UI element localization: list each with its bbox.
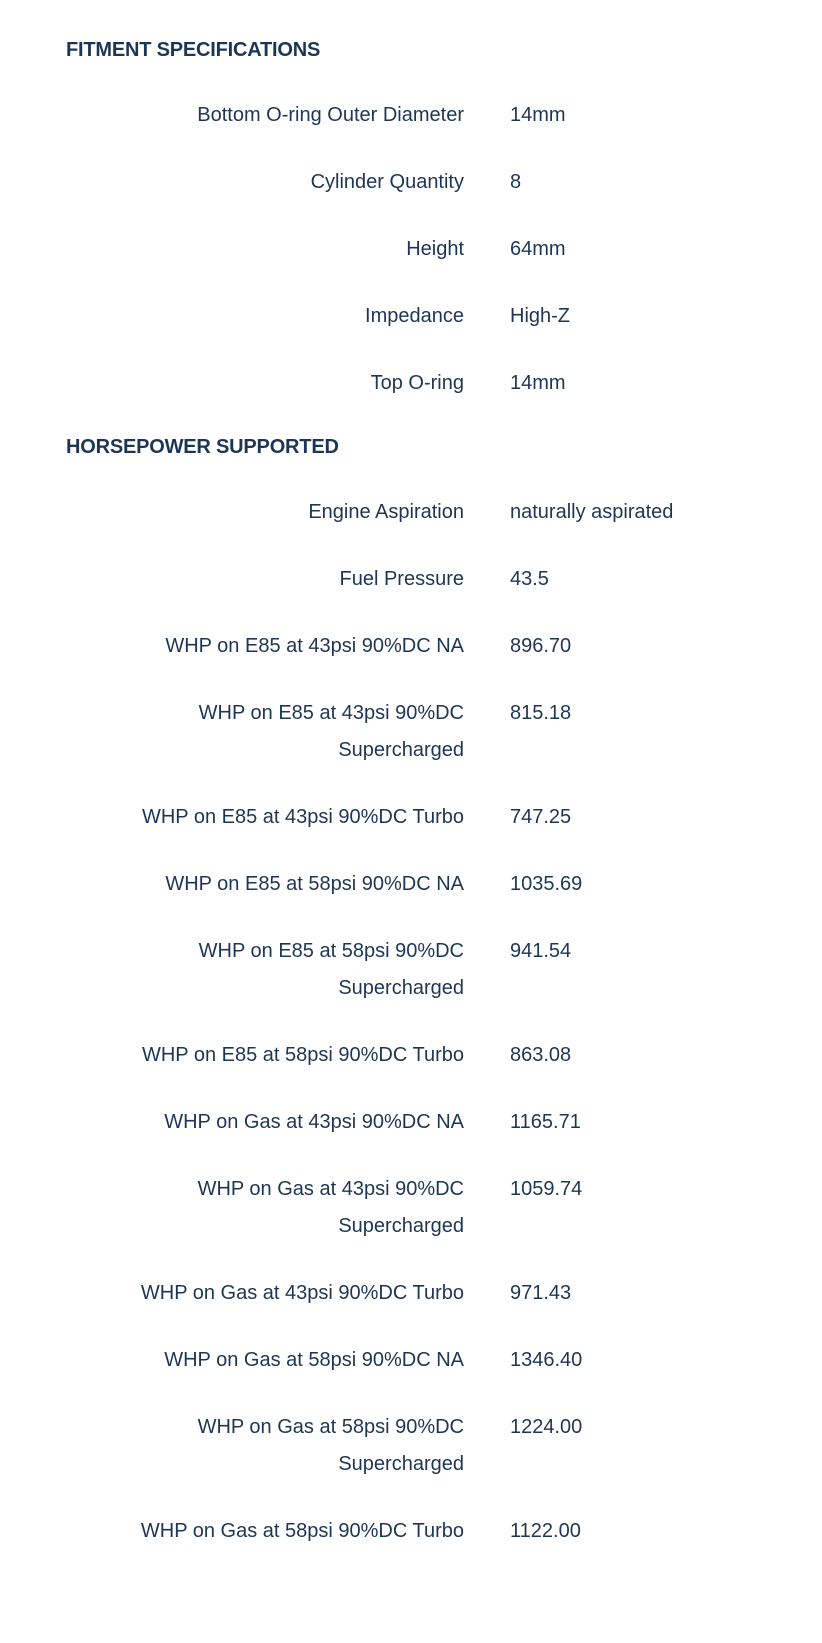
spec-label: WHP on Gas at 58psi 90%DC Turbo: [140, 1520, 464, 1542]
spec-row: [0, 799, 822, 836]
spec-label: Fuel Pressure: [339, 568, 464, 590]
spec-row: [0, 97, 822, 134]
spec-row: [0, 494, 822, 531]
spec-value: 43.5: [510, 568, 549, 590]
spec-row: [0, 1104, 822, 1141]
spec-value: 971.43: [510, 1282, 572, 1304]
spec-value: naturally aspirated: [510, 501, 674, 523]
spec-row: [0, 1342, 822, 1379]
spec-value: 14mm: [510, 372, 566, 394]
spec-value: 1346.40: [510, 1349, 583, 1371]
spec-label: WHP on Gas at 58psi 90%DC NA: [164, 1349, 464, 1371]
spec-value: 747.25: [510, 806, 572, 828]
spec-label: WHP on E85 at 43psi 90%DC Turbo: [141, 806, 464, 828]
section-title: HORSEPOWER SUPPORTED: [66, 436, 339, 458]
spec-value: 1059.74: [510, 1178, 583, 1200]
spec-label: WHP on E85 at 58psi 90%DC Turbo: [141, 1044, 464, 1066]
spec-value: 1165.71: [510, 1111, 581, 1133]
spec-row: [0, 933, 822, 1007]
spec-value: 1224.00: [510, 1416, 583, 1438]
spec-label: WHP on Gas at 58psi 90%DC Supercharged: [197, 1416, 464, 1475]
fitment-specifications-section: [0, 35, 822, 402]
spec-label: Cylinder Quantity: [310, 171, 464, 193]
spec-value: 8: [510, 171, 522, 193]
spec-value: 863.08: [510, 1044, 572, 1066]
spec-row: [0, 866, 822, 903]
spec-label: WHP on Gas at 43psi 90%DC Turbo: [140, 1282, 464, 1304]
spec-value: 1122.00: [510, 1520, 581, 1542]
spec-value: High-Z: [510, 305, 571, 327]
horsepower-supported-section: [0, 432, 822, 1550]
spec-label: Top O-ring: [370, 372, 464, 394]
spec-row: [0, 1037, 822, 1074]
spec-label: WHP on Gas at 43psi 90%DC NA: [164, 1111, 464, 1133]
spec-label: WHP on E85 at 58psi 90%DC Supercharged: [198, 940, 464, 999]
spec-row: [0, 365, 822, 402]
spec-value: 896.70: [510, 635, 572, 657]
spec-row: [0, 628, 822, 665]
spec-label: WHP on Gas at 43psi 90%DC Supercharged: [197, 1178, 464, 1237]
spec-value: 1035.69: [510, 873, 583, 895]
spec-row: [0, 695, 822, 769]
spec-label: Bottom O-ring Outer Diameter: [197, 104, 464, 126]
spec-row: [0, 1275, 822, 1312]
spec-value: 64mm: [510, 238, 566, 260]
spec-row: [0, 1409, 822, 1483]
spec-row: [0, 298, 822, 335]
spec-row: [0, 1513, 822, 1550]
spec-label: WHP on E85 at 58psi 90%DC NA: [165, 873, 464, 895]
spec-label: Height: [406, 238, 464, 260]
product-specifications: [0, 35, 822, 1550]
spec-value: 14mm: [510, 104, 566, 126]
spec-label: WHP on E85 at 43psi 90%DC Supercharged: [198, 702, 464, 761]
spec-label: WHP on E85 at 43psi 90%DC NA: [165, 635, 464, 657]
spec-value: 941.54: [510, 940, 572, 962]
section-title: FITMENT SPECIFICATIONS: [66, 39, 321, 61]
spec-value: 815.18: [510, 702, 572, 724]
spec-label: Impedance: [365, 305, 464, 327]
spec-row: [0, 561, 822, 598]
spec-row: [0, 1171, 822, 1245]
spec-row: [0, 164, 822, 201]
spec-label: Engine Aspiration: [308, 501, 464, 523]
spec-row: [0, 231, 822, 268]
